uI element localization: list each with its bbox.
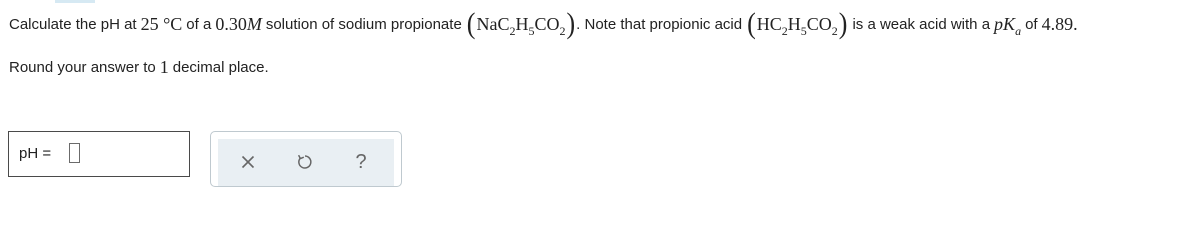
open-paren: ( — [747, 7, 756, 40]
open-paren: ( — [466, 7, 476, 40]
toolbar-panel — [218, 139, 394, 186]
pka-value: 4.89. — [1041, 13, 1078, 34]
decimal-digits: 1 — [159, 56, 169, 77]
concentration-unit: M — [246, 13, 262, 34]
instruction-round-text: Round your answer to — [9, 58, 156, 76]
math-toolbar — [210, 131, 402, 187]
question-weak-acid-text: is a weak acid with a — [852, 15, 991, 33]
close-paren: ) — [838, 7, 848, 40]
instruction-text — [9, 57, 269, 77]
temperature-value: 25 °C — [140, 13, 183, 34]
question-note-text: . Note that propionic acid — [576, 15, 743, 33]
question-mark-icon: ? — [355, 150, 367, 173]
question-of-a: of a — [186, 15, 212, 33]
help-button[interactable] — [348, 149, 374, 175]
undo-button[interactable] — [292, 149, 318, 175]
ph-answer-input[interactable] — [69, 143, 80, 163]
close-paren: ) — [566, 7, 576, 40]
question-solution-text: solution of sodium propionate — [265, 15, 462, 33]
salt-formula: $NaC_2H_5CO_2$ — [476, 13, 566, 38]
question-text — [9, 8, 1078, 40]
question-of-text: of — [1025, 15, 1038, 33]
answer-label: pH = — [19, 145, 52, 162]
pka-symbol: $pK_a$ — [994, 13, 1022, 38]
concentration-value: 0.30 — [215, 13, 247, 34]
instruction-place-text: decimal place. — [172, 58, 269, 76]
clear-button[interactable] — [235, 149, 261, 175]
x-icon — [241, 155, 255, 169]
undo-icon — [296, 153, 314, 171]
acid-formula: $HC_2H_5CO_2$ — [756, 13, 838, 38]
question-calc-text: Calculate the pH at — [9, 15, 137, 33]
answer-box — [8, 131, 190, 177]
top-accent-bar — [55, 0, 95, 3]
